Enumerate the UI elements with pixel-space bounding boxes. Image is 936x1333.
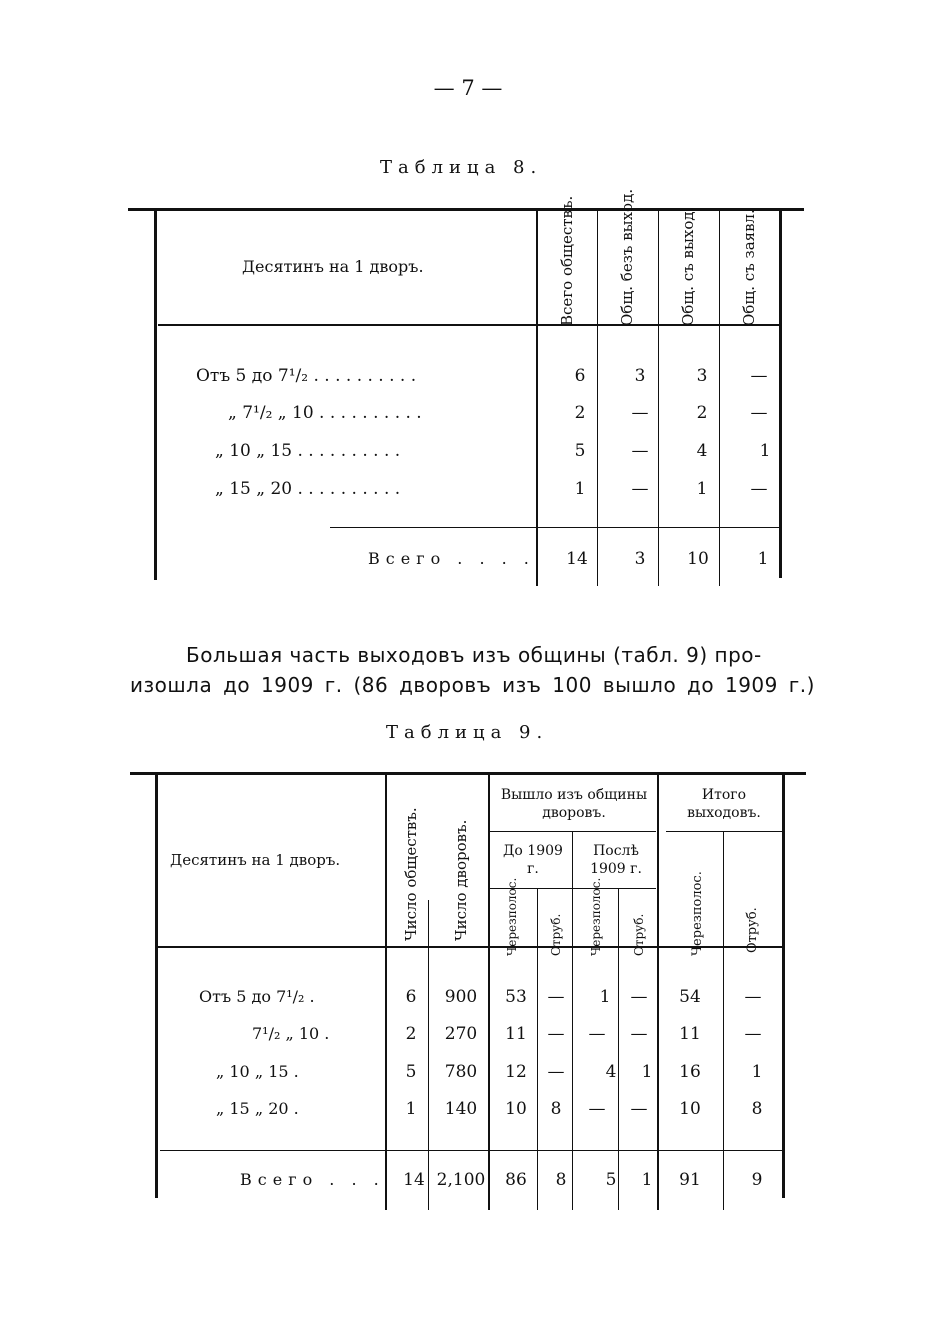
table9-sub-before xyxy=(496,842,570,878)
group-right-text: Итого выходовъ. xyxy=(687,787,761,821)
table9-leaf-2: Отруб. xyxy=(549,913,563,956)
cell: — xyxy=(630,987,648,1007)
cell: — xyxy=(588,1024,606,1044)
cell: 2,100 xyxy=(436,1170,486,1190)
row-label: „ 15 „ 20 . . . . . . . . . . xyxy=(215,479,401,499)
row-label: „ 10 „ 15 . . . . . . . . . . xyxy=(215,441,401,461)
row-label: Отъ 5 до 7¹/₂ . xyxy=(199,987,315,1006)
sub-after-text: Послѣ 1909 г. xyxy=(590,843,642,877)
cell: 10 xyxy=(505,1099,527,1119)
cell: 1 xyxy=(641,1062,653,1082)
cell: — xyxy=(750,403,768,423)
cell: 1 xyxy=(757,549,769,569)
total-label: Всего . . . xyxy=(240,1170,385,1189)
cell: 8 xyxy=(550,1099,562,1119)
table8-col-no-exit: Общ. безъ выход. xyxy=(618,188,636,326)
row-label: „ 7¹/₂ „ 10 . . . . . . . . . . xyxy=(228,403,422,423)
cell: 91 xyxy=(679,1170,701,1190)
table9-leaf-4: Отруб. xyxy=(632,913,646,956)
cell: 270 xyxy=(444,1024,478,1044)
cell: 3 xyxy=(634,549,646,569)
table8-caption: Таблица 8. xyxy=(380,157,543,178)
cell: 1 xyxy=(696,479,708,499)
table9-group-left xyxy=(496,786,652,822)
cell: — xyxy=(631,479,649,499)
table8-col-with-exit: Общ. съ выход. xyxy=(679,206,697,326)
table8-col-with-claim: Общ. съ заявл. xyxy=(740,209,758,326)
cell: — xyxy=(547,1024,565,1044)
table9-sub-after xyxy=(578,842,654,878)
cell: 2 xyxy=(696,403,708,423)
table9-header-label: Десятинъ на 1 дворъ. xyxy=(170,851,341,869)
page-number: — 7 — xyxy=(433,76,503,100)
cell: 10 xyxy=(679,1099,701,1119)
cell: — xyxy=(744,1024,762,1044)
cell: — xyxy=(630,1099,648,1119)
table9-leaf-1: Черезполос. xyxy=(505,877,519,956)
cell: 1 xyxy=(751,1062,763,1082)
cell: 140 xyxy=(444,1099,478,1119)
total-label: Всего . . . . xyxy=(368,549,535,568)
cell: 14 xyxy=(403,1170,425,1190)
cell: 3 xyxy=(634,366,646,386)
cell: 5 xyxy=(405,1062,417,1082)
row-label: 7¹/₂ „ 10 . xyxy=(252,1024,330,1043)
cell: 5 xyxy=(574,441,586,461)
cell: — xyxy=(547,987,565,1007)
paragraph-line-1: Большая часть выходовъ изъ общины (табл. 9) про- xyxy=(186,643,762,667)
cell: 4 xyxy=(696,441,708,461)
cell: 1 xyxy=(574,479,586,499)
group-left-text: Вышло изъ общины дворовъ. xyxy=(500,787,648,821)
cell: 11 xyxy=(505,1024,527,1044)
cell: 1 xyxy=(759,441,771,461)
cell: 2 xyxy=(405,1024,417,1044)
cell: — xyxy=(744,987,762,1007)
paragraph-line-2: изошла до 1909 г. (86 дворовъ изъ 100 вышло до 1909 г.) xyxy=(130,673,815,697)
cell: 2 xyxy=(574,403,586,423)
row-label: Отъ 5 до 7¹/₂ . . . . . . . . . . xyxy=(196,366,417,386)
cell: 5 xyxy=(605,1170,617,1190)
sub-before-text: До 1909 г. xyxy=(503,843,563,877)
table8-header-label: Десятинъ на 1 дворъ. xyxy=(242,257,424,276)
cell: 86 xyxy=(505,1170,527,1190)
cell: 6 xyxy=(405,987,417,1007)
cell: 1 xyxy=(405,1099,417,1119)
cell: — xyxy=(750,366,768,386)
row-label: „ 15 „ 20 . xyxy=(216,1099,299,1118)
cell: — xyxy=(631,441,649,461)
cell: 6 xyxy=(574,366,586,386)
cell: 1 xyxy=(641,1170,653,1190)
cell: 4 xyxy=(605,1062,617,1082)
cell: 14 xyxy=(566,549,588,569)
cell: — xyxy=(631,403,649,423)
cell: 9 xyxy=(751,1170,763,1190)
cell: 8 xyxy=(751,1099,763,1119)
row-label: „ 10 „ 15 . xyxy=(216,1062,299,1081)
table8-col-total: Всего обществъ. xyxy=(558,195,576,326)
cell: 780 xyxy=(444,1062,478,1082)
cell: 3 xyxy=(696,366,708,386)
table9-leaf-3: Черезполос. xyxy=(589,877,603,956)
cell: — xyxy=(547,1062,565,1082)
cell: 11 xyxy=(679,1024,701,1044)
table9-group-right xyxy=(672,786,776,822)
cell: 900 xyxy=(444,987,478,1007)
table9-leaf-5: Черезполос. xyxy=(690,871,705,956)
table9-caption: Таблица 9. xyxy=(386,722,549,743)
table9-leaf-6: Отруб. xyxy=(745,907,760,953)
table9-col-societies: Число обществъ. xyxy=(402,807,420,941)
cell: — xyxy=(588,1099,606,1119)
cell: — xyxy=(750,479,768,499)
cell: 8 xyxy=(555,1170,567,1190)
cell: 1 xyxy=(599,987,611,1007)
cell: 54 xyxy=(679,987,701,1007)
cell: — xyxy=(630,1024,648,1044)
cell: 53 xyxy=(505,987,527,1007)
table9-col-households: Число дворовъ. xyxy=(452,819,470,941)
cell: 10 xyxy=(687,549,709,569)
cell: 12 xyxy=(505,1062,527,1082)
cell: 16 xyxy=(679,1062,701,1082)
